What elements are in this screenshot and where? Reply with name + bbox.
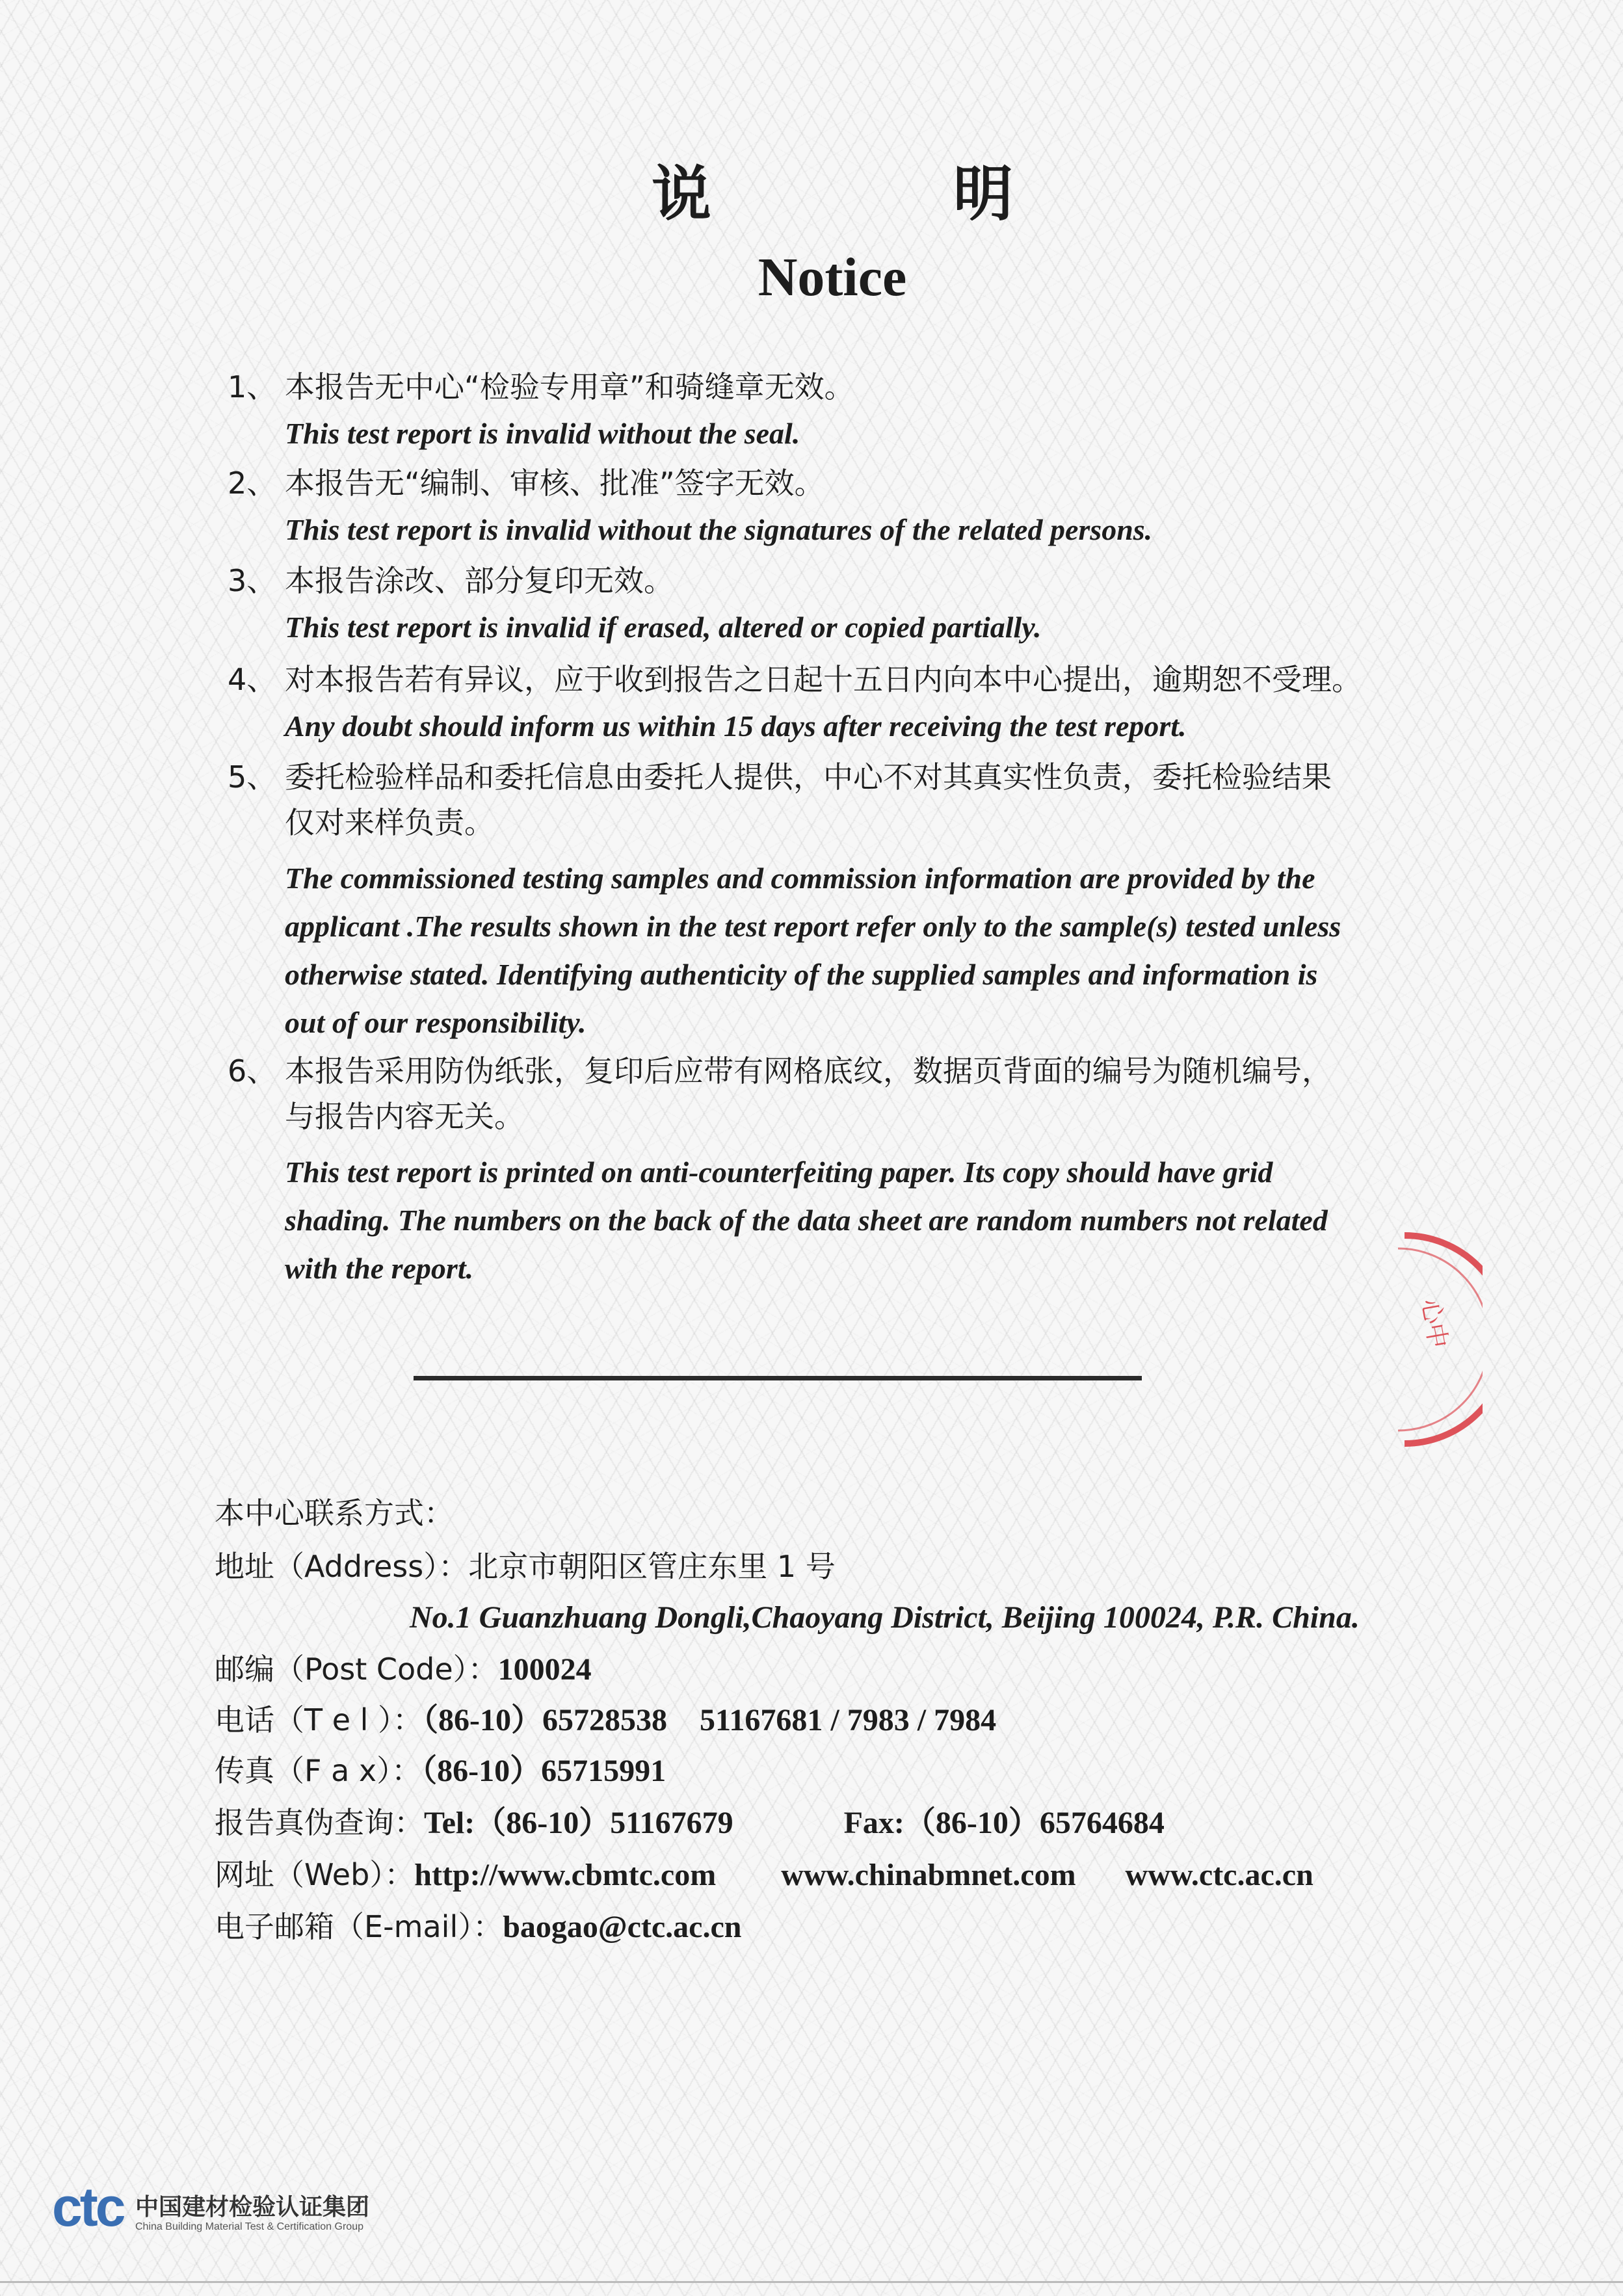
item-text-en: applicant .The results shown in the test report refer only to the sample(s) tested unless (285, 910, 1341, 943)
tel-value: （86-10）65728538 (423, 1703, 668, 1737)
item-text-cn: 本报告无中心“检验专用章”和骑缝章无效。 (285, 369, 854, 404)
web-label: 网址（Web）： (215, 1857, 415, 1892)
item-number: 2、 (228, 466, 277, 501)
item-text-cn: 仅对来样负责。 (285, 805, 494, 840)
verification-row (215, 1799, 1515, 1847)
notice-item-6 (228, 1048, 1444, 1293)
item-text-en: shading. The numbers on the back of the data sheet are random numbers not related (285, 1204, 1328, 1237)
item-text-cn: 对本报告若有异议，应于收到报告之日起十五日内向本中心提出，逾期恕不受理。 (285, 662, 1362, 697)
web-link-3[interactable]: www.ctc.ac.cn (1125, 1858, 1313, 1892)
fax-label: 传真（F a x）： (215, 1753, 422, 1788)
web-row (215, 1851, 1515, 1899)
section-divider (414, 1376, 1142, 1380)
item-text-en: This test report is invalid if erased, altered or copied partially. (285, 611, 1042, 644)
item-text-cn: 本报告采用防伪纸张，复印后应带有网格底纹，数据页背面的编号为随机编号， (285, 1053, 1332, 1089)
item-text-en: This test report is printed on anti-counterfeiting paper. Its copy should have grid (285, 1155, 1273, 1189)
post-code-row (215, 1645, 1515, 1694)
address-row (215, 1542, 1515, 1590)
notice-item-2 (228, 460, 1444, 554)
email-value[interactable]: baogao@ctc.ac.cn (503, 1910, 742, 1944)
notice-item-1 (228, 364, 1444, 458)
notice-item-4 (228, 657, 1444, 750)
item-number: 6、 (228, 1053, 277, 1089)
item-number: 3、 (228, 563, 277, 598)
verification-tel: Tel:（86-10）51167679 (424, 1806, 733, 1840)
email-row (215, 1903, 1515, 1951)
item-text-en: This test report is invalid without the signatures of the related persons. (285, 513, 1153, 546)
address-label: 地址（Address）： (215, 1549, 469, 1584)
item-text-cn: 本报告涂改、部分复印无效。 (285, 563, 674, 598)
item-text-cn: 与报告内容无关。 (285, 1099, 524, 1134)
post-code-label: 邮编（Post Code）： (215, 1652, 498, 1687)
notice-title-en: Notice (758, 247, 907, 308)
contact-heading: 本中心联系方式： (215, 1496, 454, 1531)
item-number: 4、 (228, 662, 277, 697)
item-text-en: This test report is invalid without the seal. (285, 417, 800, 450)
verification-fax: Fax:（86-10）65764684 (843, 1806, 1165, 1840)
notice-title-cn: 说 明 (651, 159, 1124, 229)
web-link-1[interactable]: http://www.cbmtc.com (414, 1858, 717, 1892)
tel-row (215, 1696, 1515, 1745)
verification-label: 报告真伪查询： (215, 1805, 424, 1840)
item-number: 1、 (228, 369, 277, 404)
tel-label: 电话（T e l ）： (215, 1702, 423, 1737)
page-bottom-edge (0, 2281, 1623, 2283)
item-number: 5、 (228, 759, 277, 795)
email-label: 电子邮箱（E-mail）： (215, 1909, 503, 1944)
post-code-value: 100024 (497, 1652, 592, 1687)
item-text-cn: 委托检验样品和委托信息由委托人提供，中心不对其真实性负责，委托检验结果 (285, 759, 1332, 795)
tel-value-2: 51167681 / 7983 / 7984 (700, 1703, 997, 1737)
address-en: No.1 Guanzhuang Dongli,Chaoyang District, Beijing 100024, P.R. China. (410, 1600, 1360, 1635)
item-text-en: out of our responsibility. (285, 1006, 587, 1039)
item-text-en: The commissioned testing samples and commission information are provided by the (285, 862, 1315, 895)
org-name-cn: 中国建材检验认证集团 (135, 2194, 370, 2221)
notice-item-3 (228, 558, 1444, 652)
ctc-logo (52, 2176, 416, 2243)
web-link-2[interactable]: www.chinabmnet.com (781, 1858, 1076, 1892)
fax-row (215, 1747, 1515, 1795)
fax-value: （86-10）65715991 (421, 1754, 666, 1788)
ctc-logo-mark: ctc (52, 2176, 124, 2237)
org-name-en: China Building Material Test & Certification Group (135, 2221, 363, 2232)
item-text-en: otherwise stated. Identifying authenticity of the supplied samples and information is (285, 958, 1318, 991)
item-text-en: Any doubt should inform us within 15 days after receiving the test report. (285, 709, 1187, 743)
item-text-cn: 本报告无“编制、审核、批准”签字无效。 (285, 466, 825, 501)
address-cn: 北京市朝阳区管庄东里 1 号 (468, 1549, 836, 1584)
red-seal-stamp (1392, 1222, 1483, 1457)
item-text-en: with the report. (285, 1252, 474, 1285)
seal-text: 心中 (1416, 1297, 1453, 1351)
notice-item-5 (228, 754, 1444, 1047)
